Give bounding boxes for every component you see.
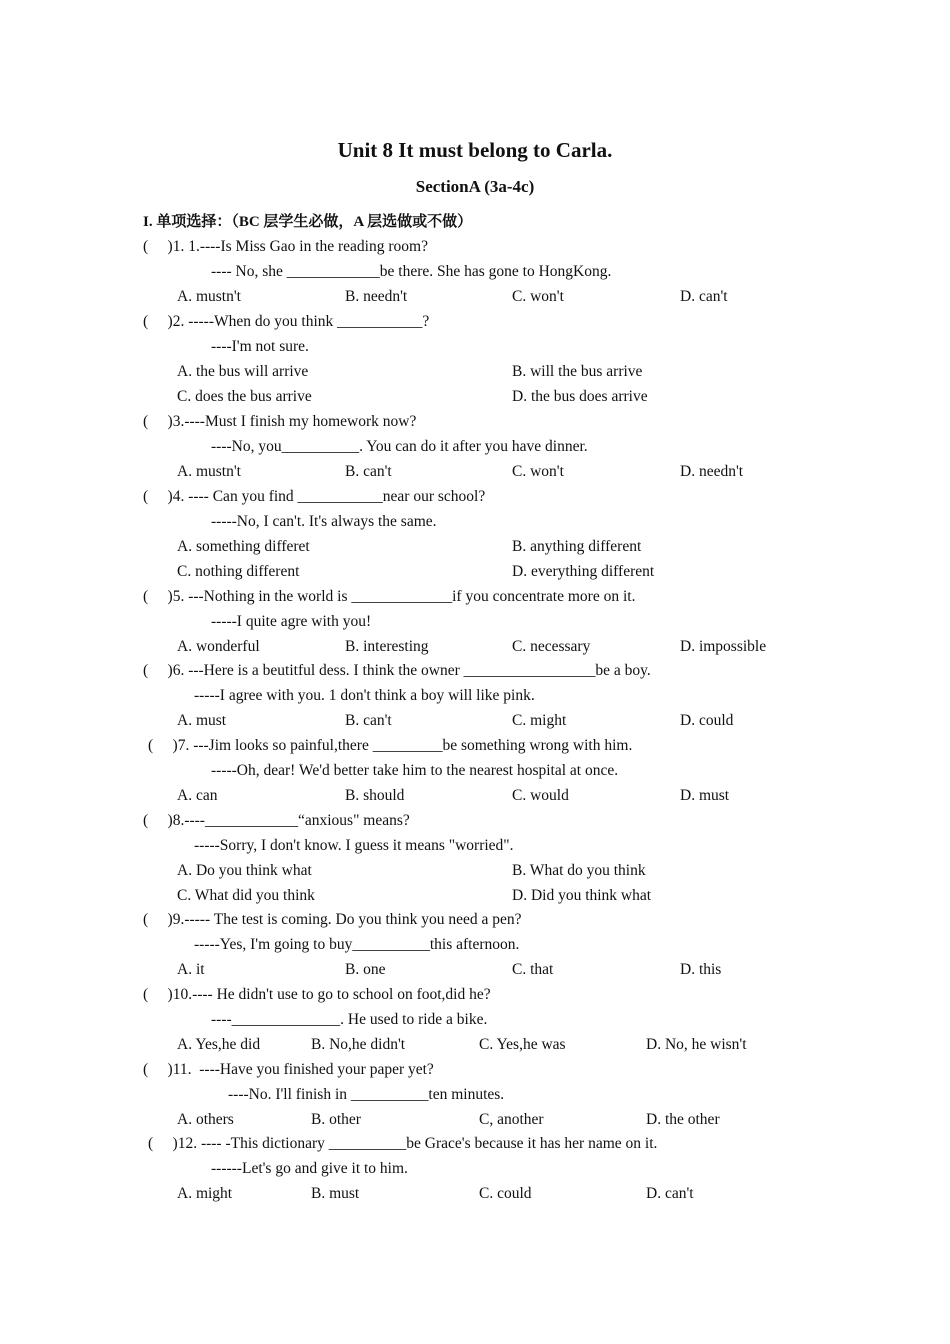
- question-1-option-b: B. needn't: [345, 288, 408, 305]
- question-8: ( )8.----____________“anxious" means?: [143, 812, 410, 829]
- question-9-option-c: C. that: [512, 961, 554, 978]
- question-10-option-b: B. No,he didn't: [311, 1036, 406, 1053]
- question-3-option-a: A. mustn't: [177, 463, 241, 480]
- question-11-option-b: B. other: [311, 1111, 361, 1128]
- question-12-reply: ------Let's go and give it to him.: [211, 1160, 408, 1177]
- question-1-option-d: D. can't: [680, 288, 728, 305]
- question-1-reply: ---- No, she ____________be there. She has gone to HongKong.: [211, 263, 612, 280]
- question-7-option-d: D. must: [680, 787, 730, 804]
- question-1-option-a: A. mustn't: [177, 288, 241, 305]
- question-4-option-b: B. anything different: [512, 538, 642, 555]
- question-3-option-b: B. can't: [345, 463, 392, 480]
- question-7-option-b: B. should: [345, 787, 405, 804]
- question-8-option-c: C. What did you think: [177, 887, 315, 904]
- question-5: ( )5. ---Nothing in the world is _____________if you concentrate more on it.: [143, 588, 636, 605]
- question-8-option-d: D. Did you think what: [512, 887, 652, 904]
- section-heading: I. 单项选择：（BC 层学生必做，A 层选做或不做）: [143, 214, 473, 230]
- question-12: ( )12. ---- -This dictionary __________be Grace's because it has her name on it.: [148, 1135, 658, 1152]
- question-3-option-d: D. needn't: [680, 463, 744, 480]
- question-10: ( )10.---- He didn't use to go to school on foot,did he?: [143, 986, 491, 1003]
- question-5-option-d: D. impossible: [680, 638, 767, 655]
- question-4-option-c: C. nothing different: [177, 563, 300, 580]
- question-7: ( )7. ---Jim looks so painful,there _________be something wrong with him.: [148, 737, 633, 754]
- question-3-reply: ----No, you__________. You can do it after you have dinner.: [211, 438, 588, 455]
- question-8-option-a: A. Do you think what: [177, 862, 312, 879]
- question-10-option-c: C. Yes,he was: [479, 1036, 566, 1053]
- question-11-reply: ----No. I'll finish in __________ten minutes.: [228, 1086, 505, 1103]
- question-10-option-d: D. No, he wisn't: [646, 1036, 747, 1053]
- page-subtitle: SectionA (3a-4c): [415, 177, 535, 196]
- question-4-reply: -----No, I can't. It's always the same.: [211, 513, 437, 530]
- question-4: ( )4. ---- Can you find ___________near our school?: [143, 488, 486, 505]
- question-9-option-d: D. this: [680, 961, 722, 978]
- question-9: ( )9.----- The test is coming. Do you think you need a pen?: [143, 911, 522, 928]
- question-6-option-d: D. could: [680, 712, 734, 729]
- question-9-option-a: A. it: [177, 961, 205, 978]
- question-4-option-d: D. everything different: [512, 563, 655, 580]
- question-12-option-a: A. might: [177, 1185, 233, 1202]
- question-11-option-a: A. others: [177, 1111, 234, 1128]
- question-2: ( )2. -----When do you think ___________?: [143, 313, 430, 330]
- question-9-option-b: B. one: [345, 961, 386, 978]
- question-2-option-c: C. does the bus arrive: [177, 388, 312, 405]
- question-5-option-a: A. wonderful: [177, 638, 260, 655]
- question-6: ( )6. ---Here is a beutitful dess. I think the owner _________________be a boy.: [143, 662, 651, 679]
- question-10-reply: ----______________. He used to ride a bike.: [211, 1011, 488, 1028]
- question-5-option-c: C. necessary: [512, 638, 591, 655]
- question-2-option-b: B. will the bus arrive: [512, 363, 643, 380]
- question-12-option-c: C. could: [479, 1185, 532, 1202]
- question-7-option-c: C. would: [512, 787, 569, 804]
- question-6-option-a: A. must: [177, 712, 227, 729]
- question-2-option-d: D. the bus does arrive: [512, 388, 648, 405]
- question-8-option-b: B. What do you think: [512, 862, 646, 879]
- question-9-reply: -----Yes, I'm going to buy__________this afternoon.: [194, 936, 520, 953]
- question-11-option-d: D. the other: [646, 1111, 720, 1128]
- question-10-option-a: A. Yes,he did: [177, 1036, 261, 1053]
- question-8-reply: -----Sorry, I don't know. I guess it means "worried".: [194, 837, 514, 854]
- question-3: ( )3.----Must I finish my homework now?: [143, 413, 417, 430]
- question-5-option-b: B. interesting: [345, 638, 429, 655]
- question-2-option-a: A. the bus will arrive: [177, 363, 309, 380]
- question-6-option-b: B. can't: [345, 712, 392, 729]
- question-12-option-b: B. must: [311, 1185, 360, 1202]
- question-11: ( )11. ----Have you finished your paper yet?: [143, 1061, 434, 1078]
- question-6-option-c: C. might: [512, 712, 567, 729]
- question-12-option-d: D. can't: [646, 1185, 694, 1202]
- question-6-reply: -----I agree with you. 1 don't think a boy will like pink.: [194, 687, 535, 704]
- page-title: Unit 8 It must belong to Carla.: [337, 138, 613, 162]
- question-7-reply: -----Oh, dear! We'd better take him to the nearest hospital at once.: [211, 762, 619, 779]
- question-3-option-c: C. won't: [512, 463, 564, 480]
- question-7-option-a: A. can: [177, 787, 218, 804]
- question-2-reply: ----I'm not sure.: [211, 338, 309, 355]
- question-4-option-a: A. something differet: [177, 538, 310, 555]
- question-1-option-c: C. won't: [512, 288, 564, 305]
- question-5-reply: -----I quite agre with you!: [211, 613, 372, 630]
- question-1: ( )1. 1.----Is Miss Gao in the reading room?: [143, 238, 428, 255]
- question-11-option-c: C, another: [479, 1111, 544, 1128]
